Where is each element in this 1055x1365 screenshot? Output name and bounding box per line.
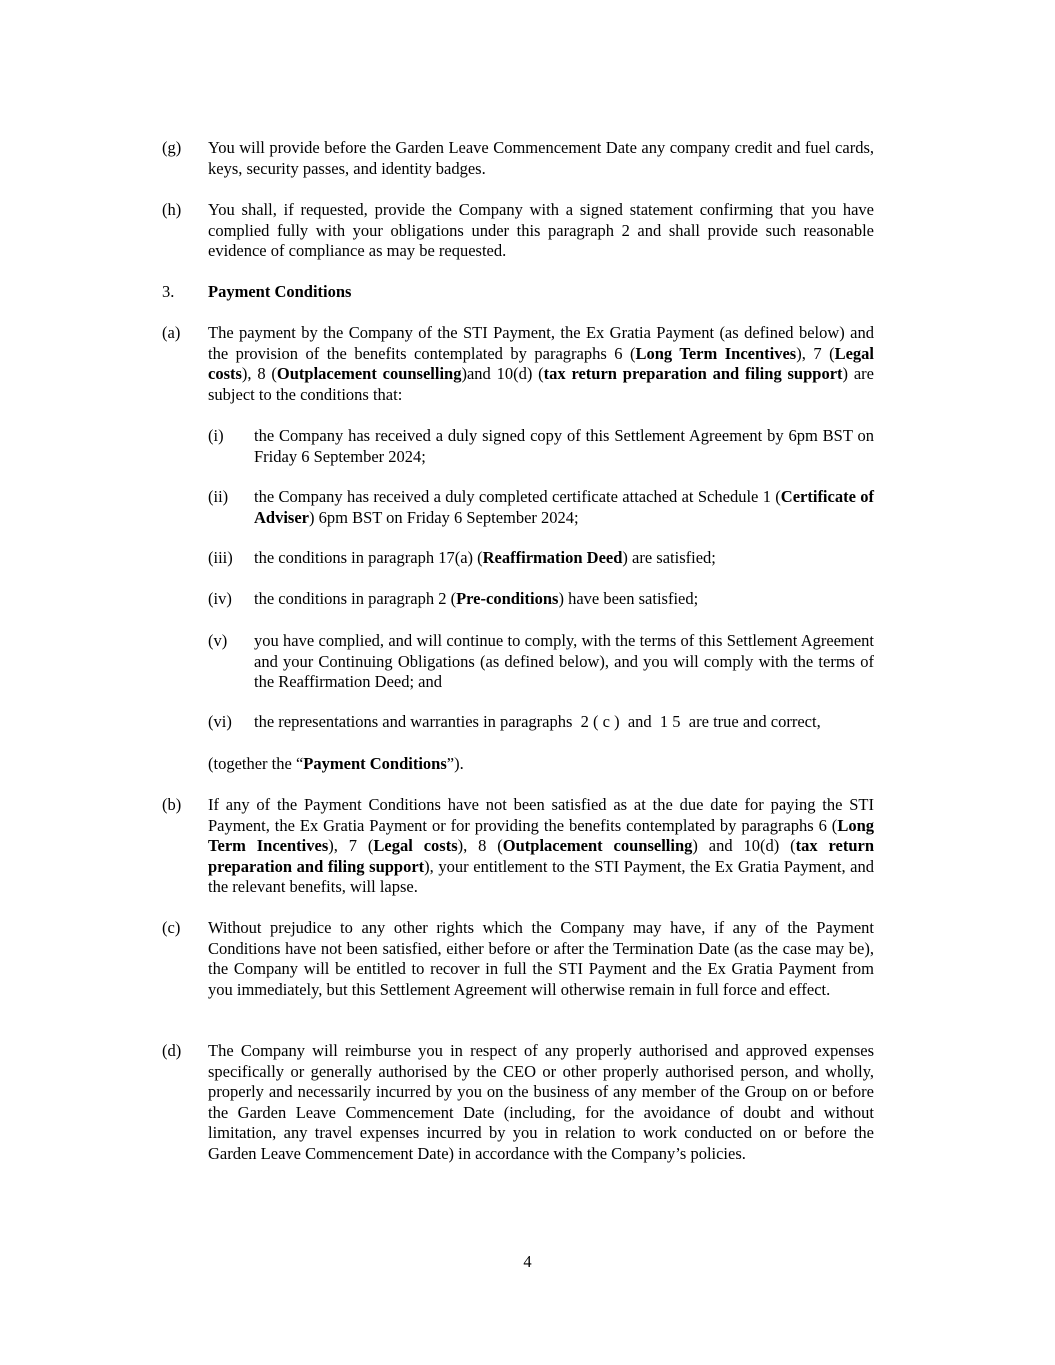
subparagraph-i <box>208 426 874 467</box>
subparagraph-label: (vi) <box>208 712 232 731</box>
paragraph-text: The payment by the Company of the STI Payment, the Ex Gratia Payment (as defined below) and the provision of the benefits contemplated by paragraphs 6 (Long Term Incentives), 7 (Legal costs), 8 (Outplacement counselling)and 10(d) (tax return preparation and filing support) are subject to the conditions that: <box>208 323 874 404</box>
subparagraph-text: the conditions in paragraph 2 (Pre-conditions) have been satisfied; <box>254 589 699 608</box>
payment-conditions-definition: (together the “Payment Conditions”). <box>208 754 464 773</box>
subparagraph-v <box>208 631 874 693</box>
paragraph-text: The Company will reimburse you in respect of any properly authorised and approved expenses specifically or generally authorised by the CEO or other properly authorised person, and wholly, properly and necessarily incurred by you on the business of any member of the Group on or before the Garden Leave Commencement Date (including, for the avoidance of doubt and without limitation, any travel expenses incurred by you in relation to work conducted on or before the Garden Leave Commencement Date) in accordance with the Company’s policies. <box>208 1041 874 1163</box>
paragraph-g <box>162 138 874 179</box>
paragraph-b <box>162 795 874 898</box>
paragraph-label: (h) <box>162 200 182 219</box>
paragraph-label: (g) <box>162 138 182 157</box>
subparagraph-vi <box>208 712 874 733</box>
paragraph-label: (d) <box>162 1041 182 1060</box>
subparagraph-text: the representations and warranties in paragraphs 2 ( c ) and 1 5 are true and correct, <box>254 712 821 731</box>
subparagraph-label: (v) <box>208 631 228 650</box>
page-number: 4 <box>523 1252 532 1271</box>
paragraph-label: (b) <box>162 795 182 814</box>
subparagraph-label: (i) <box>208 426 224 445</box>
subparagraph-text: the Company has received a duly completed certificate attached at Schedule 1 (Certificate of Adviser) 6pm BST on Friday 6 September 2024; <box>254 487 875 527</box>
subparagraph-iv <box>208 589 874 610</box>
subparagraph-label: (iii) <box>208 548 233 567</box>
paragraph-a <box>162 323 874 405</box>
subparagraph-label: (ii) <box>208 487 229 506</box>
subparagraph-text: the Company has received a duly signed copy of this Settlement Agreement by 6pm BST on Friday 6 September 2024; <box>254 426 874 466</box>
paragraph-text: You will provide before the Garden Leave Commencement Date any company credit and fuel cards, keys, security passes, and identity badges. <box>208 138 874 178</box>
paragraph-c <box>162 918 874 1000</box>
subparagraph-label: (iv) <box>208 589 232 608</box>
subparagraph-iii <box>208 548 874 569</box>
paragraph-text: Without prejudice to any other rights which the Company may have, if any of the Payment Conditions have not been satisfied, either before or after the Termination Date (as the case may be), the Company will be entitled to recover in full the STI Payment and the Ex Gratia Payment from you immediately, but this Settlement Agreement will otherwise remain in full force and effect. <box>208 918 874 999</box>
section-heading <box>162 282 874 303</box>
subparagraph-ii <box>208 487 874 528</box>
subparagraph-text: the conditions in paragraph 17(a) (Reaffirmation Deed) are satisfied; <box>254 548 716 567</box>
paragraph-d <box>162 1041 874 1164</box>
paragraph-text: If any of the Payment Conditions have not been satisfied as at the due date for paying the STI Payment, the Ex Gratia Payment or for providing the benefits contemplated by paragraphs 6 (Long Term Incentives), 7 (Legal costs), 8 (Outplacement counselling) and 10(d) (tax return preparation and filing support), your entitlement to the STI Payment, the Ex Gratia Payment, and the relevant benefits, will lapse. <box>208 795 875 896</box>
paragraph-label: (a) <box>162 323 181 342</box>
paragraph-h <box>162 200 874 262</box>
paragraph-label: (c) <box>162 918 181 937</box>
subparagraph-text: you have complied, and will continue to comply, with the terms of this Settlement Agreement and your Continuing Obligations (as defined below), and you will comply with the terms of the Reaffirmation Deed; and <box>254 631 874 691</box>
section-number: 3. <box>162 282 175 301</box>
section-title: Payment Conditions <box>208 282 352 301</box>
paragraph-text: You shall, if requested, provide the Company with a signed statement confirming that you have complied fully with your obligations under this paragraph 2 and shall provide such reasonable evidence of compliance as may be requested. <box>208 200 874 260</box>
